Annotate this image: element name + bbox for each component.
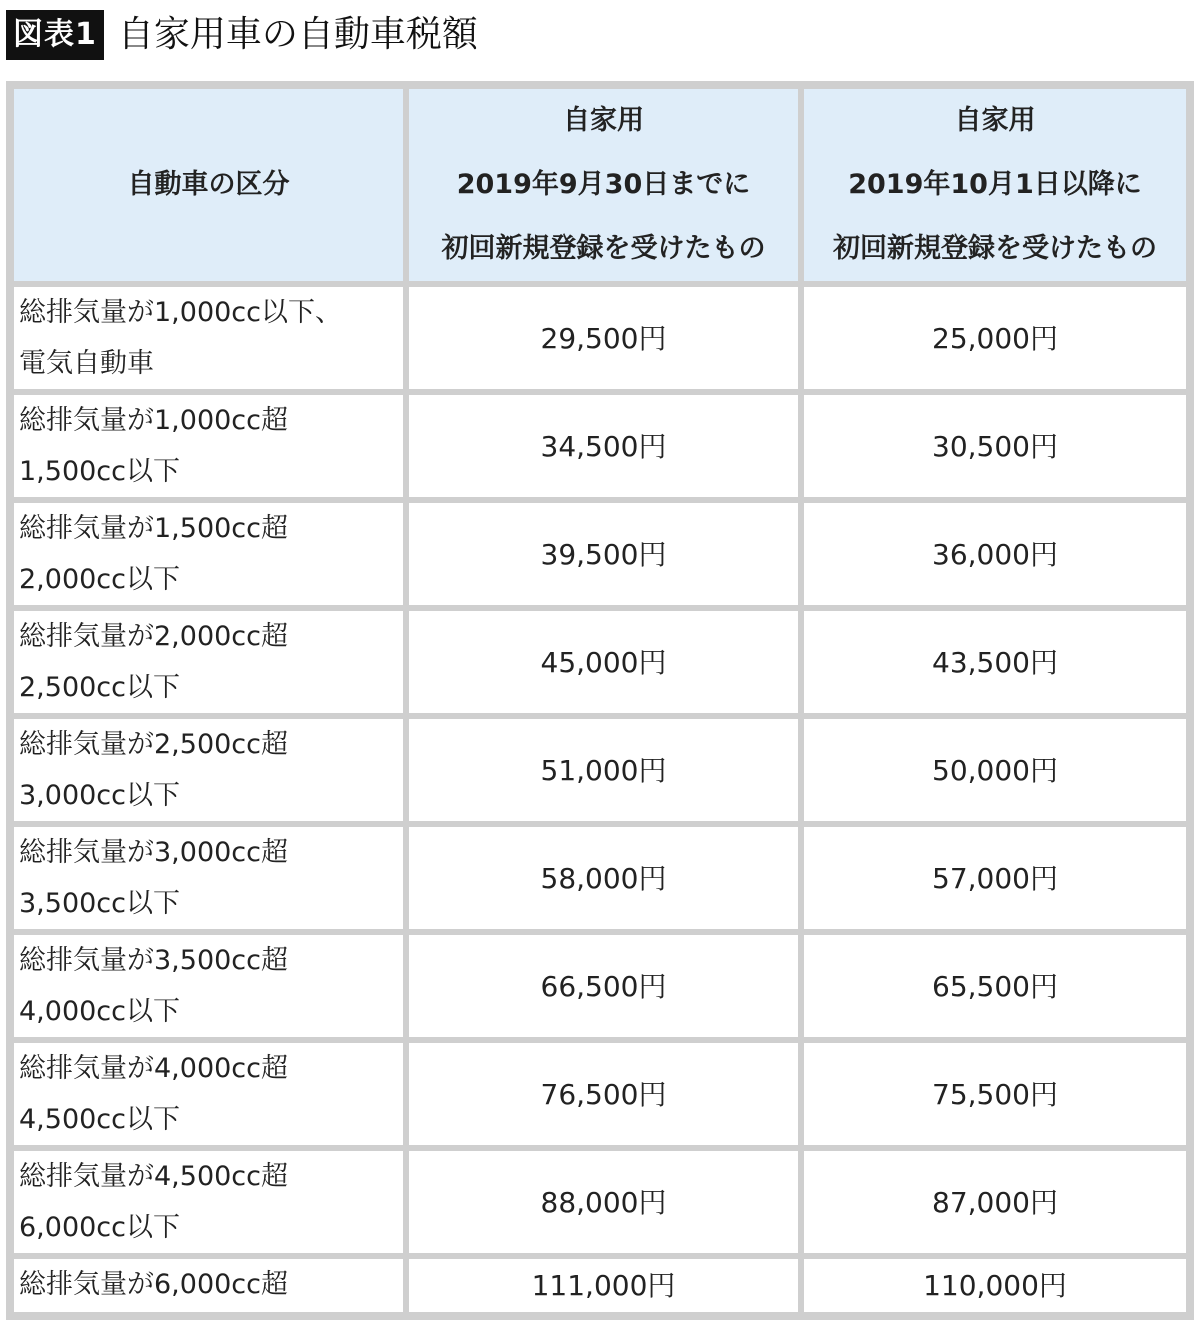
tax-before-cell: 51,000円 (406, 716, 801, 824)
header-after (801, 86, 1189, 284)
tax-after-cell: 57,000円 (801, 824, 1189, 932)
table-row (11, 392, 1189, 500)
category-cell (11, 824, 406, 932)
category-line: 総排気量が4,500cc超 (19, 1161, 288, 1192)
category-cell (11, 392, 406, 500)
header-before-line: 2019年9月30日までに (456, 169, 751, 200)
tax-after-cell: 25,000円 (801, 284, 1189, 392)
category-line: 3,500cc以下 (19, 888, 180, 919)
figure-title (6, 9, 478, 61)
header-category: 自動車の区分 (11, 86, 406, 284)
category-line: 3,000cc以下 (19, 780, 180, 811)
table-row (11, 500, 1189, 608)
tax-before-cell: 76,500円 (406, 1040, 801, 1148)
category-line: 総排気量が3,500cc超 (19, 945, 288, 976)
tax-after-cell: 87,000円 (801, 1148, 1189, 1256)
tax-before-cell: 111,000円 (406, 1256, 801, 1315)
category-line: 総排気量が6,000cc超 (19, 1269, 288, 1300)
tax-before-cell: 88,000円 (406, 1148, 801, 1256)
header-after-line: 2019年10月1日以降に (848, 169, 1142, 200)
tax-before-cell: 66,500円 (406, 932, 801, 1040)
category-cell (11, 1040, 406, 1148)
header-before-line: 初回新規登録を受けたもの (441, 233, 766, 264)
category-line: 4,500cc以下 (19, 1104, 180, 1135)
table-row (11, 716, 1189, 824)
tax-after-cell: 75,500円 (801, 1040, 1189, 1148)
category-line: 2,500cc以下 (19, 672, 180, 703)
tax-after-cell: 43,500円 (801, 608, 1189, 716)
category-line: 総排気量が2,000cc超 (19, 621, 288, 652)
figure-title-text: 自家用車の自動車税額 (117, 14, 478, 55)
header-after-line: 初回新規登録を受けたもの (833, 233, 1157, 264)
category-line: 4,000cc以下 (19, 996, 180, 1027)
header-row (11, 86, 1189, 284)
header-before-line: 自家用 (563, 105, 644, 136)
category-cell (11, 608, 406, 716)
table-row (11, 284, 1189, 392)
category-line: 1,500cc以下 (19, 456, 180, 487)
category-line: 総排気量が1,500cc超 (19, 513, 288, 544)
table-row (11, 824, 1189, 932)
category-cell (11, 1256, 406, 1315)
table-row (11, 1148, 1189, 1256)
tax-after-cell: 110,000円 (801, 1256, 1189, 1315)
header-before (406, 86, 801, 284)
category-cell (11, 932, 406, 1040)
tax-before-cell: 39,500円 (406, 500, 801, 608)
category-line: 総排気量が1,000cc以下、 (19, 297, 342, 328)
tax-before-cell: 29,500円 (406, 284, 801, 392)
tax-after-cell: 36,000円 (801, 500, 1189, 608)
figure-number-badge: 図表1 (6, 10, 104, 60)
header-after-line: 自家用 (954, 105, 1036, 136)
tax-before-cell: 58,000円 (406, 824, 801, 932)
table-row (11, 932, 1189, 1040)
table-row (11, 1040, 1189, 1148)
category-cell (11, 500, 406, 608)
category-cell (11, 716, 406, 824)
category-cell (11, 1148, 406, 1256)
category-line: 総排気量が1,000cc超 (19, 405, 288, 436)
category-cell (11, 284, 406, 392)
category-line: 6,000cc以下 (19, 1212, 180, 1243)
tax-after-cell: 50,000円 (801, 716, 1189, 824)
tax-table (6, 81, 1194, 1320)
category-line: 2,000cc以下 (19, 564, 180, 595)
tax-after-cell: 65,500円 (801, 932, 1189, 1040)
table-row (11, 1256, 1189, 1315)
category-line: 総排気量が3,000cc超 (19, 837, 288, 868)
tax-after-cell: 30,500円 (801, 392, 1189, 500)
category-line: 総排気量が2,500cc超 (19, 729, 288, 760)
table-row (11, 608, 1189, 716)
category-line: 電気自動車 (19, 348, 154, 379)
tax-before-cell: 45,000円 (406, 608, 801, 716)
category-line: 総排気量が4,000cc超 (19, 1053, 288, 1084)
tax-before-cell: 34,500円 (406, 392, 801, 500)
